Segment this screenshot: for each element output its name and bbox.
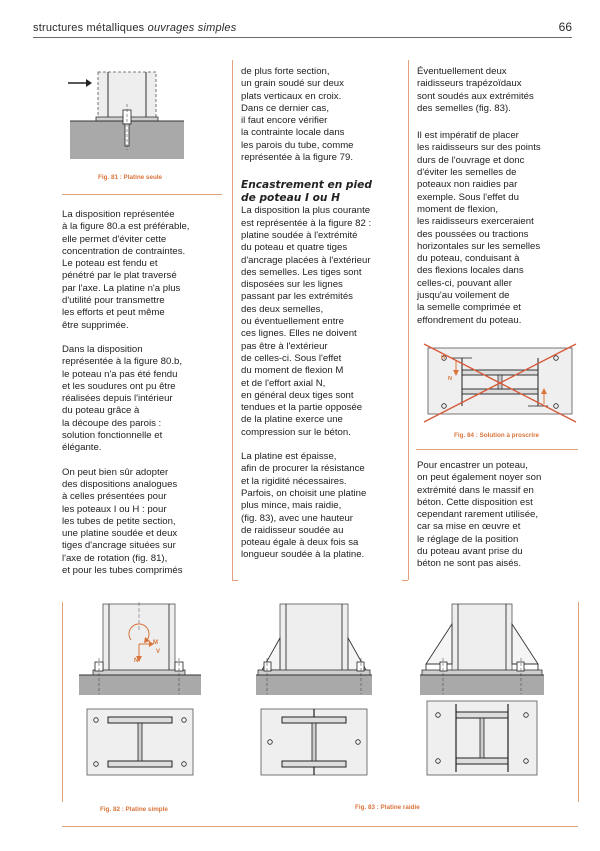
text-line: du poteau avant prise du [417,546,523,558]
col1-paragraph-2 [62,344,222,455]
col3-paragraph-2 [417,130,577,327]
text-line: Parfois, on choisit une platine [241,487,367,499]
text-line: plats verticaux en croix. [241,90,342,102]
text-line: longueur soudée à la platine. [241,549,365,561]
heading-line: Encastrement en pied [241,179,372,192]
page-number: 66 [558,20,572,34]
text-line: il faut encore vérifier [241,115,328,127]
text-line: ces lignes. Elles ne doivent [241,328,357,340]
text-line: la découpe des parois : [62,417,162,429]
figure-83-plan-b [426,700,538,776]
text-line: d'ancrage placées à l'extérieur [241,254,371,266]
text-line: le réglage de la position [417,533,519,545]
text-line: disposées sur les lignes [241,279,343,291]
text-line: de celles-ci. Sous l'effet [241,352,342,364]
text-line: béton. Cette disposition est [417,496,533,508]
text-line: les tubes de petite section, [62,515,176,527]
text-line: moment de flexion, [417,203,499,215]
figure-83-elevation-b [418,602,546,697]
text-line: des deux semelles, [241,303,324,315]
text-line: être supprimée. [62,319,129,331]
text-line: élégante. [62,442,102,454]
text-line: ou éventuellement entre [241,316,344,328]
lower-figures-bottom-rule [62,826,578,827]
text-line: on peut également noyer son [417,472,542,484]
text-line: (fig. 83), avec une hauteur [241,512,353,524]
text-line: le poteau n'a pas été fendu [62,368,178,380]
text-line: effondrement du poteau. [417,314,522,326]
figure-81-caption: Fig. 81 : Platine seule [98,174,163,181]
text-line: les efforts et peut même [62,307,165,319]
text-line: On peut bien sûr adopter [62,466,169,478]
col2-paragraph-2 [241,205,403,439]
text-line: de la platine exerce une [241,414,343,426]
text-line: de plus forte section, [241,66,330,77]
text-line: pénétré par le plat traversé [62,270,177,282]
text-line: en général deux tiges sont [241,389,354,401]
col1-paragraph-1 [62,209,222,332]
text-line: concentration de contraintes. [62,245,186,257]
running-title-italic: ouvrages simples [147,22,237,34]
text-line: cependant rarement utilisée, [417,509,539,521]
text-line: du poteau grâce à [62,405,140,417]
col3-paragraph-3 [417,460,579,571]
text-line: les parois du tube, comme [241,139,354,151]
header-rule [33,37,572,38]
text-line: celles-ci, pouvant aller [417,277,512,289]
text-line: réalisées depuis l'intérieur [62,393,173,405]
text-line: tendues et la partie opposée [241,402,363,414]
text-line: des semelles. Les tiges sont [241,266,362,278]
text-line: et les soudures ont pu être [62,380,176,392]
text-line: des poussées ou tractions [417,228,529,240]
lower-figures-frame-left [62,602,63,802]
column-3-lower [417,460,579,571]
text-line: des dispositions analogues [62,478,178,490]
text-line: exemple. Sous l'effet du [417,191,519,203]
text-line: les poteaux I ou H : pour [62,503,167,515]
text-line: des semelles (fig. 83). [417,102,511,114]
text-line: poteaux non raidies par [417,179,518,191]
text-line: par l'axe. La platine n'a plus [62,282,181,294]
running-title [33,22,236,34]
text-line: les raidisseurs exerceraient [417,216,534,228]
text-line: afin de procurer la résistance [241,463,365,475]
text-line: La platine est épaisse, [241,451,337,463]
text-line: La disposition représentée [62,209,175,220]
text-line: pas être à l'extérieur [241,340,328,352]
text-line: Dans la disposition [62,343,143,355]
figure-84-bottom-rule [416,449,578,450]
figure-83-caption: Fig. 83 : Platine raidie [355,804,420,811]
text-line: Éventuellement deux [417,66,507,77]
text-line: horizontales sur les semelles [417,240,541,252]
figure-84-label-h: H [441,355,445,361]
figure-82-elevation [75,602,205,697]
column-3 [417,66,577,327]
figure-82-plan [86,708,194,776]
text-line: La disposition la plus courante [241,205,371,217]
text-line: représentée à la figure 79. [241,152,354,164]
text-line: est représentée à la figure 82 : [241,217,372,229]
text-line: Le poteau est fendu et [62,258,158,270]
text-line: du moment de flexion M [241,365,344,377]
text-line: Dans ce dernier cas, [241,102,329,114]
page-header [33,20,572,38]
text-line: les raidisseurs sur des points [417,142,541,154]
text-line: elle permet d'éviter cette [62,233,167,245]
text-line: plus mince, mais raidie, [241,500,342,512]
figure-82-caption: Fig. 82 : Platine simple [100,806,168,813]
col3-paragraph-1 [417,66,577,115]
text-line: poteau égale à deux fois sa [241,537,359,549]
figure-84-label-n: N [448,376,452,382]
text-line: la semelle comprimée et [417,302,521,314]
text-line: un grain soudé sur deux [241,78,344,90]
text-line: Il est impératif de placer [417,130,519,142]
text-line: raidisseurs trapézoïdaux [417,78,522,90]
text-line: et pour les tubes comprimés [62,565,183,577]
column-divider [408,60,409,580]
text-line: compression sur le béton. [241,426,351,438]
text-line: béton ne sont pas aisés. [417,558,522,570]
figure-81-bottom-rule [62,194,222,195]
text-line: représentée à la figure 80.b, [62,356,183,368]
figure-83-elevation-a [254,602,374,697]
text-line: l'axe de rotation (fig. 81), [62,552,168,564]
col2-paragraph-1 [241,66,403,164]
figure-84-drawing [420,338,580,426]
text-line: extrémité dans le massif en [417,484,534,496]
text-line: durs de l'ouvrage et donc [417,154,525,166]
col1-paragraph-3 [62,467,222,578]
text-line: et la rigidité nécessaires. [241,475,347,487]
text-line: des flexions locales dans [417,265,524,277]
text-line: tiges d'ancrage situées sur [62,540,176,552]
text-line: à celles présentées pour [62,491,167,503]
text-line: de raidisseur soudée au [241,524,344,536]
figure-81-drawing [60,68,190,160]
text-line: d'utilité pour transmettre [62,295,165,307]
lower-figures-frame-right [578,602,579,802]
heading-line: de poteau I ou H [241,192,340,205]
text-line: passant par les extrémités [241,291,353,303]
column-divider-bottom [232,580,238,581]
column-divider-bottom [402,580,408,581]
column-2 [241,66,403,562]
text-line: et de l'effort axial N, [241,377,326,389]
text-line: sont soudés aux extrémités [417,90,534,102]
text-line: la contrainte locale dans [241,127,345,139]
text-line: Pour encastrer un poteau, [417,460,528,471]
figure-82-label-v: V [156,649,161,655]
figure-82-label-m: M [153,640,158,646]
figure-82-label-n: N [134,658,139,664]
section-heading [241,179,403,205]
text-line: solution fonctionnelle et [62,430,163,442]
column-1 [62,209,222,577]
text-line: à la figure 80.a est préférable, [62,221,190,233]
column-divider [232,60,233,580]
text-line: d'éviter les semelles de [417,167,517,179]
text-line: du poteau et quatre tiges [241,242,348,254]
text-line: une platine soudée et deux [62,528,178,540]
figure-84-caption: Fig. 84 : Solution à proscrire [454,432,540,439]
running-title-main: structures métalliques [33,22,145,34]
text-line: jusqu'au voilement de [417,290,510,302]
col2-paragraph-3 [241,451,403,562]
text-line: car sa mise en œuvre et [417,521,521,533]
text-line: du poteau, conduisant à [417,253,520,265]
text-line: platine soudée à l'extrémité [241,229,358,241]
figure-83-plan-a [260,708,368,776]
